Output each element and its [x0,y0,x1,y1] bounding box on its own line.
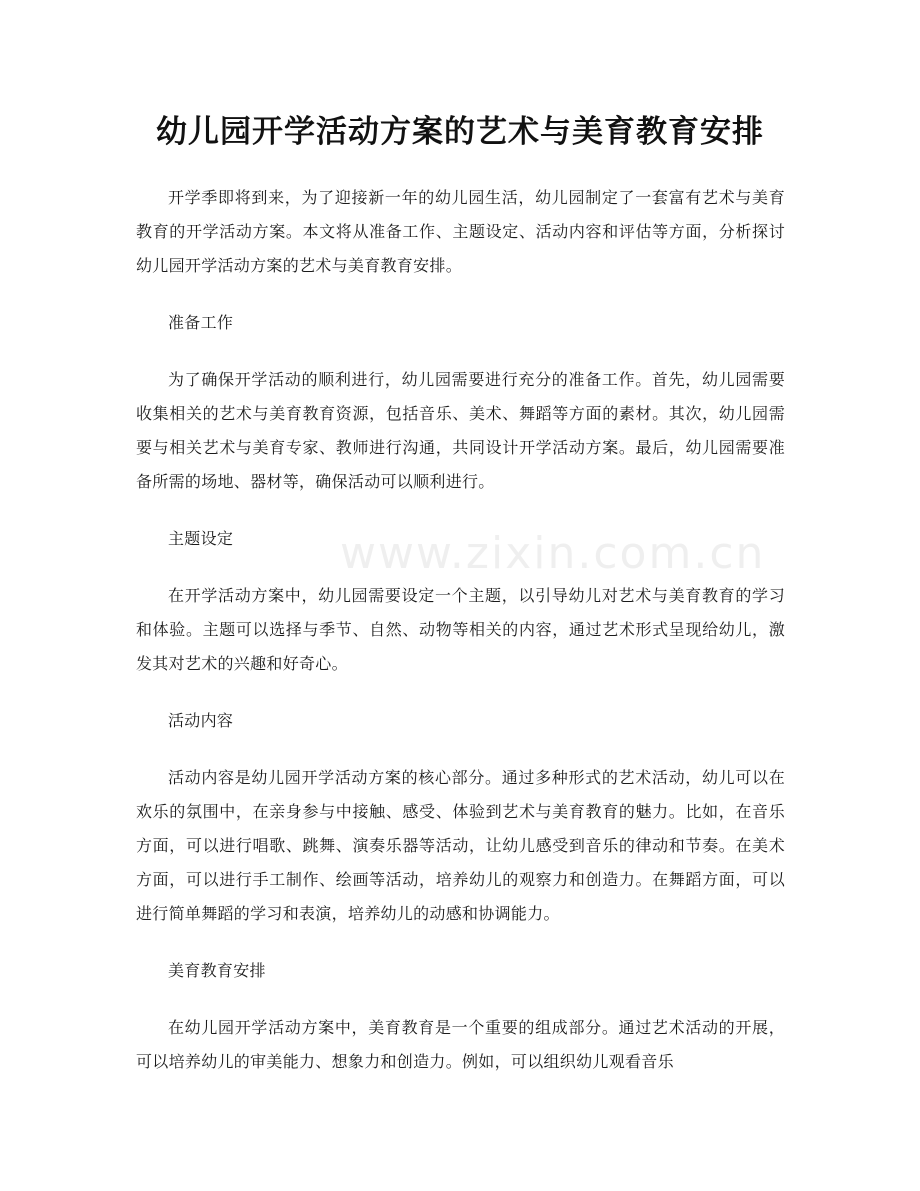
page-title: 幼儿园开学活动方案的艺术与美育教育安排 [156,114,764,150]
section-heading-activities: 活动内容 [168,711,234,730]
document-body [136,181,785,1102]
section-heading-preparation: 准备工作 [168,313,234,332]
section-body-activities: 活动内容是幼儿园开学活动方案的核心部分。通过多种形式的艺术活动，幼儿可以在欢乐的氛围中，在亲身参与中接触、感受、体验到艺术与美育教育的魅力。比如，在音乐方面，可以进行唱歌、跳舞、演奏乐器等活动，让幼儿感受到音乐的律动和节奏。在美术方面，可以进行手工制作、绘画等活动，培养幼儿的观察力和创造力。在舞蹈方面，可以进行简单舞蹈的学习和表演，培养幼儿的动感和协调能力。 [136,768,785,923]
section-heading-aesthetic-education: 美育教育安排 [168,961,266,980]
section-heading-theme: 主题设定 [168,529,234,548]
section-body-preparation: 为了确保开学活动的顺利进行，幼儿园需要进行充分的准备工作。首先，幼儿园需要收集相关的艺术与美育教育资源，包括音乐、美术、舞蹈等方面的素材。其次，幼儿园需要与相关艺术与美育专家、教师进行沟通，共同设计开学活动方案。最后，幼儿园需要准备所需的场地、器材等，确保活动可以顺利进行。 [136,370,785,491]
watermark: www.zixin.com.cn [340,528,766,579]
section-body-aesthetic-education: 在幼儿园开学活动方案中，美育教育是一个重要的组成部分。通过艺术活动的开展，可以培养幼儿的审美能力、想象力和创造力。例如，可以组织幼儿观看音乐 [136,1018,785,1071]
intro-paragraph: 开学季即将到来，为了迎接新一年的幼儿园生活，幼儿园制定了一套富有艺术与美育教育的开学活动方案。本文将从准备工作、主题设定、活动内容和评估等方面，分析探讨幼儿园开学活动方案的艺术与美育教育安排。 [136,188,785,275]
section-body-theme: 在开学活动方案中，幼儿园需要设定一个主题，以引导幼儿对艺术与美育教育的学习和体验。主题可以选择与季节、自然、动物等相关的内容，通过艺术形式呈现给幼儿，激发其对艺术的兴趣和好奇心。 [136,586,785,673]
